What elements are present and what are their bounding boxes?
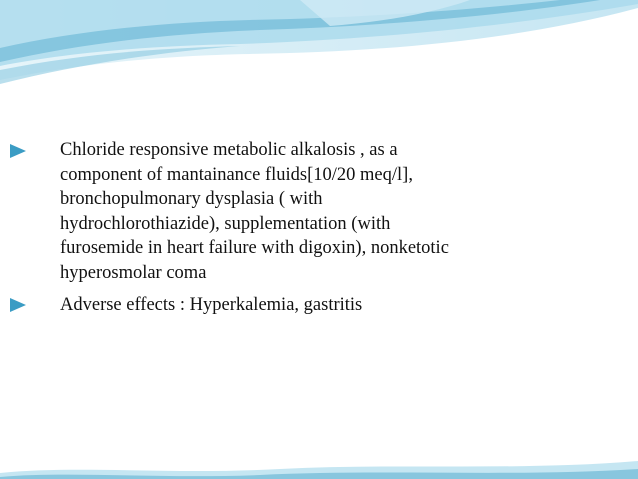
bullet-text-line: furosemide in heart failure with digoxin), nonketotic — [60, 238, 449, 258]
bullet-text-line: hydrochlorothiazide), supplementation (with — [60, 213, 391, 234]
triangle-bullet-icon — [10, 144, 26, 158]
bullet-item — [10, 138, 610, 285]
bullet-text-line: bronchopulmonary dysplasia ( with — [60, 189, 323, 209]
bullet-text-line: hyperosmolar coma — [60, 262, 207, 283]
bullet-item — [10, 293, 610, 318]
bullet-text-line: Chloride responsive metabolic alkalosis , as a — [60, 140, 398, 160]
bottom-decorative-banner — [0, 455, 638, 479]
triangle-bullet-icon — [10, 298, 26, 312]
bullet-text-line: Adverse effects : Hyperkalemia, gastritis — [60, 295, 363, 315]
bullet-text-line: component of mantainance fluids[10/20 meq/l], — [60, 164, 413, 185]
bullet-list — [10, 138, 610, 326]
top-decorative-banner — [0, 0, 638, 90]
